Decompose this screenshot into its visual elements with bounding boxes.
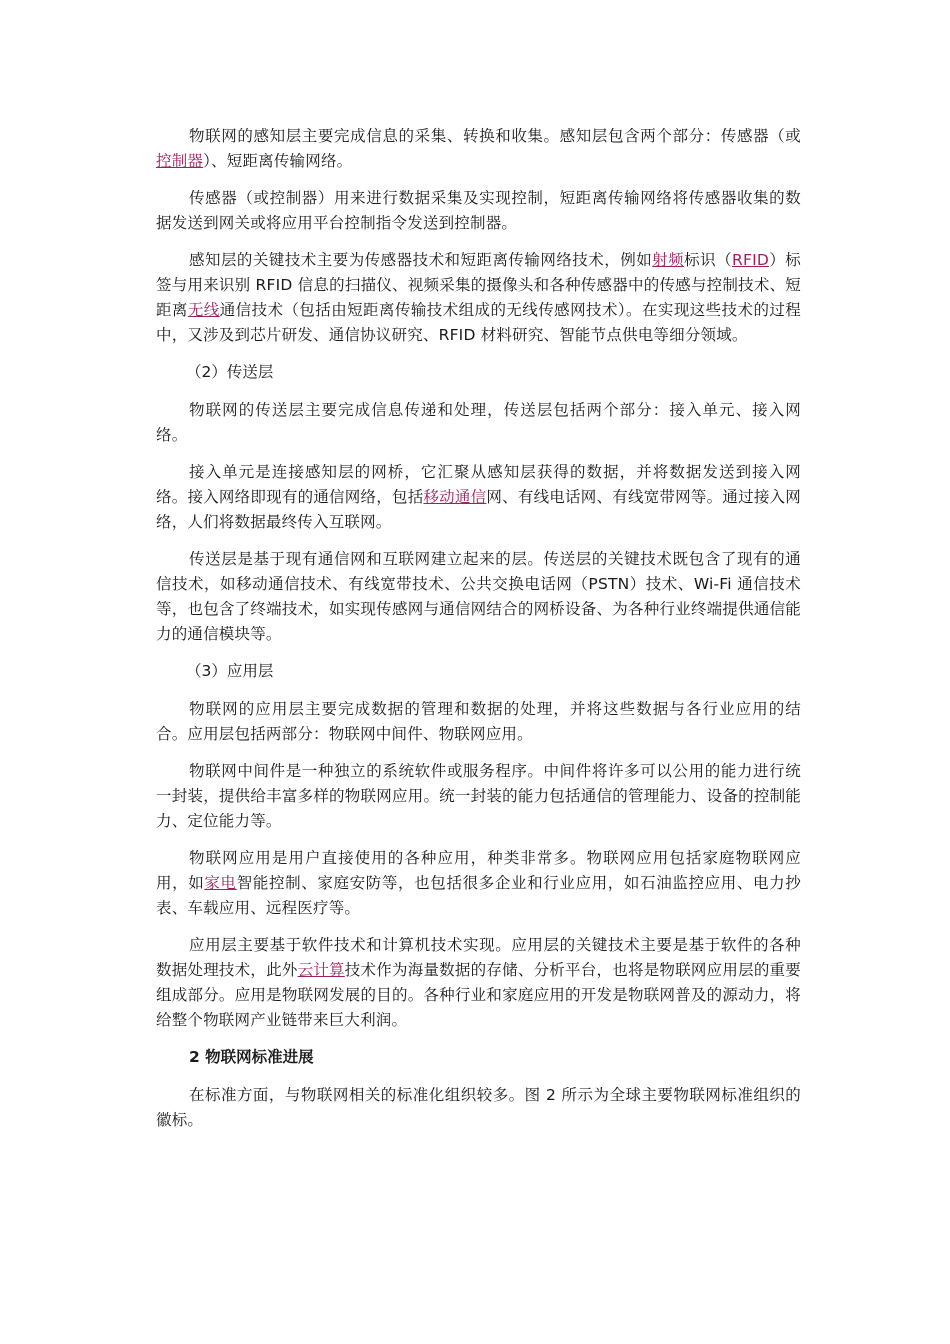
paragraph-transport-tech: 传送层是基于现有通信网和互联网建立起来的层。传送层的关键技术既包含了现有的通信技术，如移动通信技术、有线宽带技术、公共交换电话网（PSTN）技术、Wi-Fi 通信技术等，也包含了终端技术，如实现传感网与通信网结合的网桥设备、为各种行业终端提供通信能力的通信模块等。: [156, 550, 801, 643]
text-span: 网、有线电话网、有线宽带网等。通过接入网络，人们将数据最终传入互联网。: [156, 488, 801, 531]
text-span: 物联网的感知层主要完成信息的采集、转换和收集。感知层包含两个部分：传感器（或: [189, 127, 801, 145]
paragraph-perception-intro: [156, 124, 801, 174]
text-span: 技术作为海量数据的存储、分析平台，也将是物联网应用层的重要组成部分。应用是物联网发展的目的。各种行业和家庭应用的开发是物联网普及的源动力，将给整个物联网产业链带来巨大利润。: [156, 961, 801, 1029]
text-span: 感知层的关键技术主要为传感器技术和短距离传输网络技术，例如: [189, 251, 653, 269]
link-home-appliance[interactable]: 家电: [204, 874, 237, 892]
subheading-transport-layer: （2）传送层: [186, 363, 274, 381]
paragraph-application-intro: 物联网的应用层主要完成数据的管理和数据的处理，并将这些数据与各行业应用的结合。应用层包括两部分：物联网中间件、物联网应用。: [156, 700, 801, 743]
text-span: 物联网应用是用户直接使用的各种应用，种类非常多。物联网应用包括家庭物联网应用，如: [156, 849, 801, 892]
paragraph-sensor: 传感器（或控制器）用来进行数据采集及实现控制，短距离传输网络将传感器收集的数据发送到网关或将应用平台控制指令发送到控制器。: [156, 189, 801, 232]
paragraph-perception-tech: [156, 248, 801, 348]
paragraph-application-tech: [156, 933, 801, 1033]
paragraph-middleware: 物联网中间件是一种独立的系统软件或服务程序。中间件将许多可以公用的能力进行统一封装，提供给丰富多样的物联网应用。统一封装的能力包括通信的管理能力、设备的控制能力、定位能力等。: [156, 762, 801, 830]
link-mobile-communication[interactable]: 移动通信: [423, 488, 487, 506]
link-wireless[interactable]: 无线: [187, 301, 220, 319]
link-rfid[interactable]: RFID: [732, 251, 770, 269]
text-span: 通信技术（包括由短距离传输技术组成的无线传感网技术）。在实现这些技术的过程中，又涉及到芯片研发、通信协议研究、RFID 材料研究、智能节点供电等细分领域。: [156, 301, 801, 344]
link-cloud-computing[interactable]: 云计算: [297, 961, 345, 979]
paragraph-access-unit: [156, 460, 801, 535]
text-span: 智能控制、家庭安防等，也包括很多企业和行业应用，如石油监控应用、电力抄表、车载应用、远程医疗等。: [156, 874, 801, 917]
link-controller[interactable]: 控制器: [156, 152, 204, 170]
paragraph-standards: 在标准方面，与物联网相关的标准化组织较多。图 2 所示为全球主要物联网标准组织的徽标。: [156, 1086, 801, 1129]
paragraph-transport-intro: 物联网的传送层主要完成信息传递和处理，传送层包括两个部分：接入单元、接入网络。: [156, 401, 801, 444]
text-span: 接入单元是连接感知层的网桥，它汇聚从感知层获得的数据，并将数据发送到接入网络。接入网络即现有的通信网络，包括: [156, 463, 801, 506]
text-span: ）标签与用来识别 RFID 信息的扫描仪、视频采集的摄像头和各种传感器中的传感与控制技术、短距离: [156, 251, 801, 319]
text-span: 应用层主要基于软件技术和计算机技术实现。应用层的关键技术主要是基于软件的各种数据处理技术，此外: [156, 936, 801, 979]
link-radio-frequency[interactable]: 射频: [652, 251, 685, 269]
section-heading-standards: 2 物联网标准进展: [189, 1048, 314, 1066]
text-span: 标识（: [684, 251, 733, 269]
subheading-application-layer: （3）应用层: [186, 662, 274, 680]
document-body: [156, 124, 801, 1145]
paragraph-iot-applications: [156, 846, 801, 921]
text-span: ）、短距离传输网络。: [203, 152, 353, 170]
